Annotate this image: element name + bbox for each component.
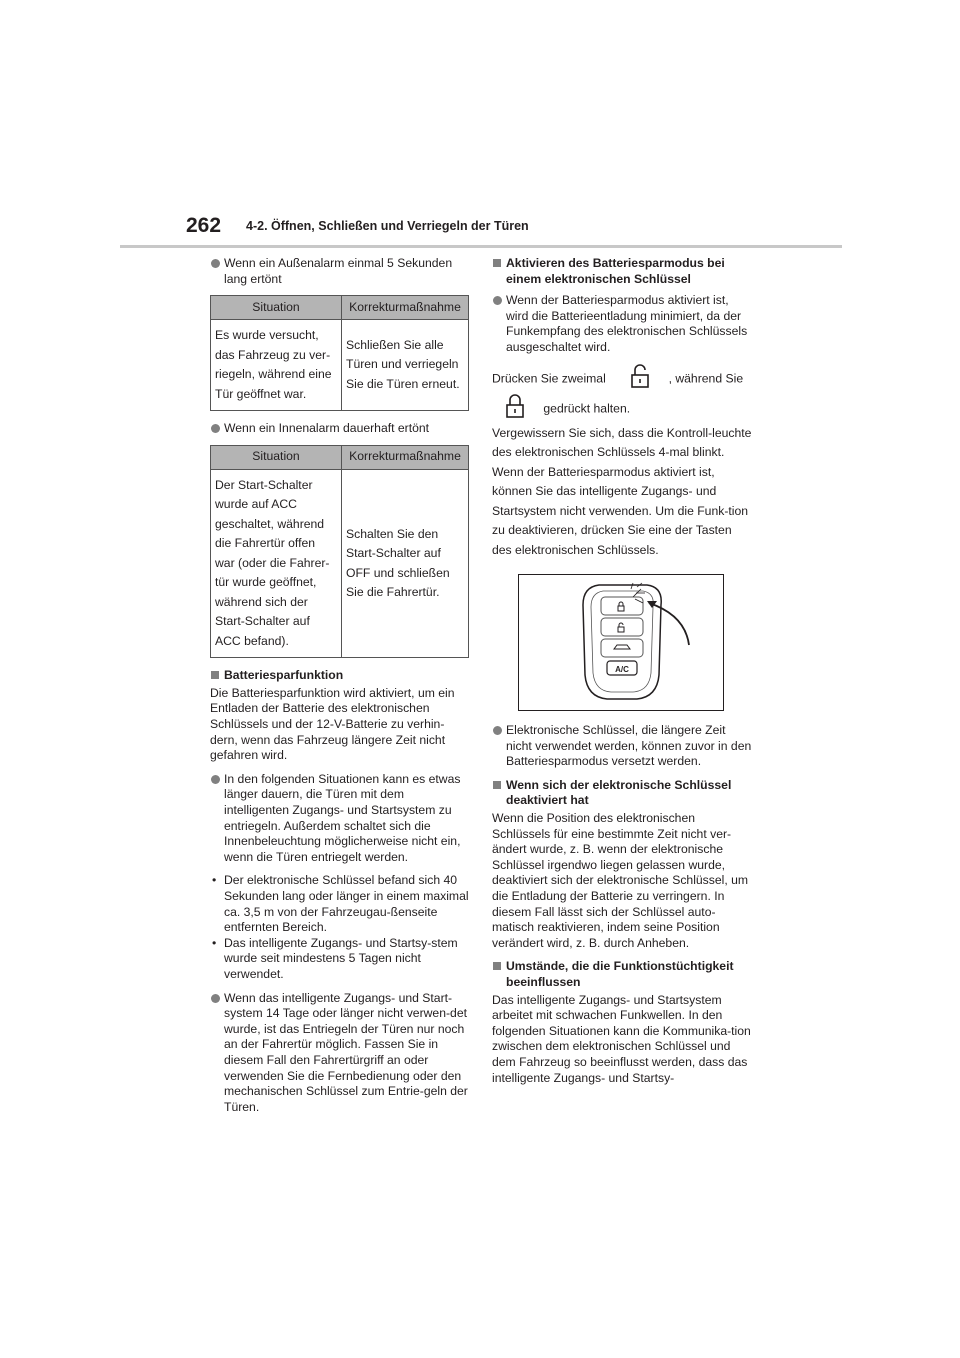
instruction-text: gedrückt halten. xyxy=(543,401,631,416)
dash-item xyxy=(210,873,472,935)
table-header-situation: Situation xyxy=(211,296,342,320)
table-cell: Es wurde versucht, das Fahrzeug zu ver-riegeln, während eine Tür geöffnet war. xyxy=(211,320,342,411)
key-fob-figure xyxy=(518,574,724,711)
heading-key-deactivated xyxy=(492,778,752,809)
bullet-text: Wenn der Batteriesparmodus aktiviert ist, wird die Batterieentladung minimiert, da der Funkempfang des elektronischen Schlüssels ausgeschaltet wird. xyxy=(506,293,748,354)
left-column xyxy=(210,256,472,1123)
lock-icon xyxy=(506,394,524,425)
page-number: 262 xyxy=(186,214,222,237)
dash-mark-icon: • xyxy=(212,935,217,950)
bullet-text: Elektronische Schlüssel, die längere Zeit nicht verwendet werden, können zuvor in den Batteriesparmodus versetzt werden. xyxy=(506,723,752,769)
square-bullet-icon xyxy=(493,962,501,970)
bullet-outside-alarm xyxy=(210,256,472,287)
heading-text: Wenn sich der elektronische Schlüssel deaktiviert hat xyxy=(506,777,732,808)
square-bullet-icon xyxy=(493,781,501,789)
ac-button-label: A/C xyxy=(615,665,629,675)
bullet-text: Wenn das intelligente Zugangs- und Start-system 14 Tage oder länger nicht verwen-det wurde, ist das Entriegeln der Türen nur noch an der Fahrertür möglich. Fassen Sie in diesem Fall den Fahrertürgriff an oder verwenden Sie die Fernbedienung oder den mechanischen Schlüssel zum Entrie-geln der Türen. xyxy=(224,990,468,1114)
table-row xyxy=(211,320,469,411)
instruction-text: Drücken Sie zweimal xyxy=(492,371,606,386)
bullet-dot-icon xyxy=(211,775,220,784)
table-cell: Schließen Sie alle Türen und verriegeln Sie die Türen erneut. xyxy=(342,320,469,411)
heading-circumstances xyxy=(492,959,752,990)
bullet-dot-icon xyxy=(211,994,220,1003)
square-bullet-icon xyxy=(493,259,501,267)
paragraph-disable: Wenn der Batteriesparmodus aktiviert ist, können Sie das intelligente Zugangs- und Startsystem nicht verwenden. Um die Funk-tion zu deaktivieren, drücken Sie eine der Tasten des elektronischen Schlüssels. xyxy=(492,464,749,557)
press-instruction-line2 xyxy=(492,394,752,424)
square-bullet-icon xyxy=(211,671,219,679)
table-row xyxy=(211,469,469,658)
paragraph-battery-saver: Die Batteriesparfunktion wird aktiviert, um ein Entladen der Batterie des elektronischen Schlüssels und der 12-V-Batterie zu verhin-dern, wenn das Fahrzeug längere Zeit nicht gefahren wird. xyxy=(210,685,455,763)
header-rule xyxy=(120,245,842,248)
table-header-row xyxy=(211,296,469,320)
bullet-long-unused xyxy=(492,723,752,770)
section-title: 4-2. Öffnen, Schließen und Verriegeln der Türen xyxy=(246,219,529,233)
heading-text: Umstände, die die Funktionstüchtigkeit beeinflussen xyxy=(506,959,734,989)
table-header-row xyxy=(211,445,469,469)
dash-item xyxy=(210,936,472,983)
bullet-14-days xyxy=(210,991,472,1116)
bullet-inside-alarm xyxy=(210,421,472,437)
table-cell: Der Start-Schalter wurde auf ACC geschaltet, während die Fahrertür offen war (oder die Fahrer-tür wurde geöffnet, während sich der Start-Schalter auf ACC befand). xyxy=(211,469,342,658)
table-inside-alarm xyxy=(210,445,469,659)
bullet-text: Wenn ein Außenalarm einmal 5 Sekunden lang ertönt xyxy=(224,256,453,286)
paragraph-circumstances: Das intelligente Zugangs- und Startsystem arbeitet mit schwachen Funkwellen. In den folgenden Situationen kann die Kommunika-tion zwischen dem elektronischen Schlüssel und dem Fahrzeug so beeinflusst werden, dass das intelligente Zugangs- und Startsy- xyxy=(492,992,751,1085)
table-header-measure: Korrekturmaßnahme xyxy=(342,445,469,469)
dash-text: Das intelligente Zugangs- und Startsy-stem wurde seit mindestens 5 Tagen nicht verwendet. xyxy=(224,935,458,981)
bullet-dot-icon xyxy=(493,296,502,305)
heading-text: Aktivieren des Batteriesparmodus bei einem elektronischen Schlüssel xyxy=(506,256,725,286)
table-header-measure: Korrekturmaßnahme xyxy=(342,296,469,320)
unlock-icon xyxy=(631,364,649,395)
bullet-text: In den folgenden Situationen kann es etwas länger dauern, die Türen mit dem intelligenten Zugangs- und Startsystem zu entriegeln. Außerdem schaltet sich die Innenbeleuchtung möglicherweise nicht ein, wenn die Türen entriegelt werden. xyxy=(224,771,461,864)
paragraph-blink: Vergewissern Sie sich, dass die Kontroll-leuchte des elektronischen Schlüssels 4-mal blinkt. xyxy=(492,425,752,460)
key-fob-illustration xyxy=(519,575,723,710)
bullet-dot-icon xyxy=(493,726,502,735)
bullet-dot-icon xyxy=(211,259,220,268)
bullet-saver-active xyxy=(492,293,752,355)
press-instruction-line1 xyxy=(492,364,752,394)
dash-mark-icon: • xyxy=(212,873,217,888)
bullet-dot-icon xyxy=(211,424,220,433)
bullet-text: Wenn ein Innenalarm dauerhaft ertönt xyxy=(224,421,430,436)
table-header-situation: Situation xyxy=(211,445,342,469)
table-outside-alarm xyxy=(210,295,469,411)
right-column xyxy=(492,256,752,1094)
table-cell: Schalten Sie den Start-Schalter auf OFF und schließen Sie die Fahrertür. xyxy=(342,469,469,658)
bullet-delay xyxy=(210,772,472,866)
heading-activate-saver xyxy=(492,256,752,287)
heading-text: Batteriesparfunktion xyxy=(224,668,344,683)
paragraph-key-deactivated: Wenn die Position des elektronischen Schlüssels für eine bestimmte Zeit nicht ver-ändert wurde, z. B. wenn der elektronische Schlüssel irgendwo liegen gelassen wurde, deaktiviert sich der elektronische Schlüssel, um die Entladung der Batterie zu verringern. In diesem Fall lässt sich der Schlüssel auto-matisch reaktivieren, indem seine Position verändert wird, z. B. durch Anheben. xyxy=(492,811,749,950)
instruction-text: , während Sie xyxy=(668,371,744,386)
heading-battery-saver xyxy=(210,668,472,684)
dash-text: Der elektronische Schlüssel befand sich 40 Sekunden lang oder länger in einem maximal ca. 3,5 m von der Fahrzeugau-ßenseite entfernten Bereich. xyxy=(224,873,469,935)
